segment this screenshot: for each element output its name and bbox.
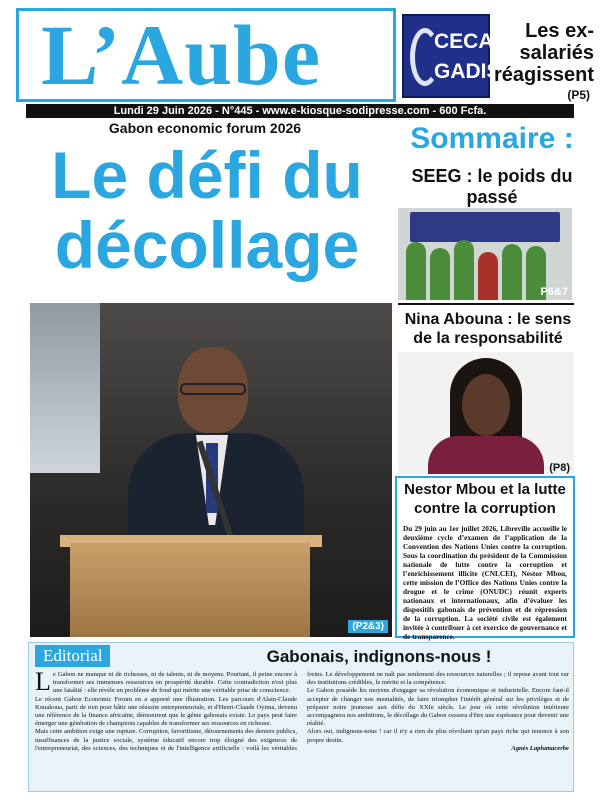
- lectern: [70, 543, 310, 637]
- editorial-paragraph: Le Gabon possède les moyens d'engager sa révolution économique et industrielle. Encore faut-il accepter de changer nos mentalités, de faire triompher l'intérêt général sur les privilèges et de préparer notre jeunesse aux défis du XXIe siècle. Le jour où cette révolution intérieure accompagnera nos ambitions, le décollage du Gabon cessera d'être une espérance pour devenir une réalité.: [307, 687, 569, 728]
- editorial-paragraph: Mais cette ambition exige une rupture. Corruption, favoritisme, détournements des deniers publics, insuffisances de la justice sociale, système éducatif encore trop éloigné des exigences de l'entrepreneuriat, des sciences, des techniques et de l'intelligence artificielle : voilà les véritables freins. Le développement ne naît pas seulement des ressources naturelles ; il repose avant tout sur des institutions crédibles, le mérite et la compétence.: [35, 671, 569, 752]
- sommaire-item-seeg[interactable]: SEEG : le poids du passé: [411, 166, 573, 207]
- editorial-paragraph: e Gabon ne manque ni de richesses, ni de talents, ni de moyens. Pourtant, il peine encore à transformer ses immenses ressources en prospérité durable. Cette contradiction n'est plus une fatalité : elle révèle un problème de fond qui mérite une véritable prise de conscience.: [52, 671, 297, 695]
- lead-headline[interactable]: Le défi du décollage: [51, 138, 363, 282]
- editorial-dropcap: L: [35, 667, 51, 696]
- photo-speaker-glasses: [180, 383, 246, 395]
- seeg-person: [502, 244, 522, 300]
- seeg-person: [478, 252, 498, 300]
- editorial-tag: Editorial: [35, 645, 110, 667]
- seeg-page-ref: P6&7: [540, 286, 568, 298]
- seeg-photo[interactable]: [398, 208, 572, 300]
- editorial-paragraph: Alors oui, indignons-nous ! car il n'y a rien de plus révoltant qu'un pays riche qui renonce à son propre destin.: [307, 728, 569, 744]
- dateline-bar: Lundi 29 Juin 2026 - N°445 - www.e-kiosque-sodipresse.com - 600 Fcfa.: [26, 104, 574, 118]
- lead-photo[interactable]: [30, 303, 392, 637]
- sommaire-item-nina[interactable]: Nina Abouna : le sens de la responsabilité: [404, 311, 572, 347]
- editorial-paragraph: Le récent Gabon Economic Forum en a apporté une illustration. Les parcours d'Alain-Claude Kouakoua, parti de rien pour bâtir une réussite entrepreneuriale, et d'Henri-Claude Oyima, devenu une référence de la finance africaine, démontrent que le génie gabonais existe. Le pays peut faire émerger une génération de champions capables de transformer ses ressources en richesse.: [35, 695, 297, 728]
- nina-photo[interactable]: [398, 352, 574, 474]
- lead-page-ref: (P2&3): [348, 620, 388, 633]
- sommaire-title: Sommaire :: [410, 122, 574, 155]
- nestor-title: Nestor Mbou et la lutte contre la corruption: [404, 481, 566, 517]
- lead-kicker: Gabon economic forum 2026: [108, 120, 302, 136]
- divider: [398, 303, 574, 305]
- nina-face: [462, 374, 510, 436]
- seeg-person: [430, 248, 450, 300]
- ad-line-1: CECA: [434, 30, 494, 53]
- nestor-body: Du 29 juin au 1er juillet 2026, Libreville accueille le deuxième cycle d’examen de l’application de la Convention des Nations Unies contre la corruption. Sous la coordination du président de la Commission nationale de lutte contre la corruption et l’enrichissement illicite (CNLCEI), Nestor Mbou, cette mission de l’Office des Nations Unies contre la drogue et le crime (ONUDC) réunit experts nationaux et internationaux, afin d’évaluer les dispositifs gabonais de prévention et de répression de la corruption. La société civile est également invitée à contribuer à cet exercice de gouvernance et de transparence.: [403, 524, 567, 641]
- nina-page-ref: (P8): [549, 462, 570, 474]
- side-page-ref: (P5): [567, 88, 590, 102]
- editorial-title: Gabonais, indignons-nous !: [266, 647, 492, 666]
- photo-window: [30, 303, 100, 473]
- masthead-frame: [16, 8, 396, 102]
- seeg-banner: [410, 212, 560, 242]
- side-headline[interactable]: Les ex-salariés réagissent: [494, 20, 595, 86]
- editorial-box[interactable]: [28, 642, 574, 792]
- ceca-gadis-ad[interactable]: [402, 14, 501, 98]
- nina-top: [428, 436, 544, 474]
- seeg-person: [406, 242, 426, 300]
- ad-line-2: GADIS: [434, 60, 501, 83]
- editorial-author: Agnès Laplumacerbe: [511, 744, 569, 752]
- seeg-person: [454, 240, 474, 300]
- newspaper-logo: L’Aube: [41, 7, 322, 103]
- nestor-article-box[interactable]: [395, 476, 575, 641]
- editorial-body: [35, 667, 569, 753]
